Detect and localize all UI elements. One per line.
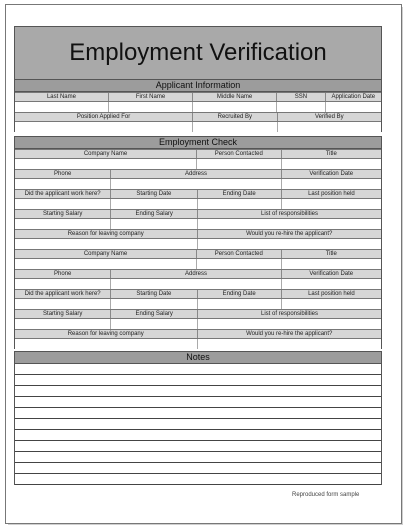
starting-date-label: Starting Date [111,190,197,198]
address-label: Address [111,170,281,178]
title-label: Title [325,151,337,157]
work-entry-row-2[interactable] [14,299,382,309]
company-name-label: Company Name [15,150,197,158]
did-work-here-label: Did the applicant work here? [15,190,111,198]
applicant-label-row-1 [14,92,382,102]
application-date-label: Application Date [331,94,376,100]
applicant-entry-row-1[interactable] [14,102,382,112]
starting-date-label-2: Starting Date [111,290,197,298]
verified-by-label: Verified By [314,114,344,120]
employment-section-header: Employment Check [14,136,382,149]
responsibilities-label: List of responsibilities [260,211,319,217]
did-work-here-label-2: Did the applicant work here? [15,290,111,298]
title-label-2: Title [325,251,337,257]
salary-entry-row-2[interactable] [14,319,382,329]
applicant-section-header: Applicant Information [14,80,382,92]
employment-verification-form [14,26,382,485]
ending-salary-label: Ending Salary [111,210,198,218]
first-name-label: First Name [109,93,193,101]
recruited-by-label: Recruited By [193,113,278,121]
phone-entry-row-2[interactable] [14,279,382,289]
last-position-label: Last position held [308,191,355,197]
company-name-label-2: Company Name [15,250,197,258]
footer-note: Reproduced form sample [292,492,360,498]
person-contacted-label: Person Contacted [197,150,282,158]
applicant-label-row-2 [14,112,382,122]
reason-leaving-label-2: Reason for leaving company [15,330,198,338]
reason-entry-row-2[interactable] [14,339,382,349]
rehire-label: Would you re-hire the applicant? [246,231,333,237]
phone-label: Phone [15,170,111,178]
address-label-2: Address [111,270,281,278]
notes-area[interactable] [14,364,382,485]
ending-date-label: Ending Date [198,190,282,198]
last-name-label: Last Name [15,93,109,101]
ending-date-label-2: Ending Date [198,290,282,298]
middle-name-label: Middle Name [193,93,277,101]
reason-entry-row[interactable] [14,239,382,249]
company-entry-row-2[interactable] [14,259,382,269]
verification-date-label: Verification Date [309,171,354,177]
person-contacted-label-2: Person Contacted [197,250,282,258]
verification-date-label-2: Verification Date [309,271,354,277]
last-position-label-2: Last position held [308,291,355,297]
phone-entry-row[interactable] [14,179,382,189]
rehire-label-2: Would you re-hire the applicant? [246,331,333,337]
applicant-entry-row-2[interactable] [14,122,382,132]
ssn-label: SSN [277,93,325,101]
notes-section-header: Notes [14,351,382,364]
form-title: Employment Verification [14,26,382,80]
starting-salary-label-2: Starting Salary [15,310,111,318]
company-entry-row[interactable] [14,159,382,169]
phone-label-2: Phone [15,270,111,278]
work-entry-row[interactable] [14,199,382,209]
salary-entry-row[interactable] [14,219,382,229]
ending-salary-label-2: Ending Salary [111,310,198,318]
position-applied-label: Position Applied For [15,113,193,121]
starting-salary-label: Starting Salary [15,210,111,218]
reason-leaving-label: Reason for leaving company [15,230,198,238]
responsibilities-label-2: List of responsibilities [260,311,319,317]
